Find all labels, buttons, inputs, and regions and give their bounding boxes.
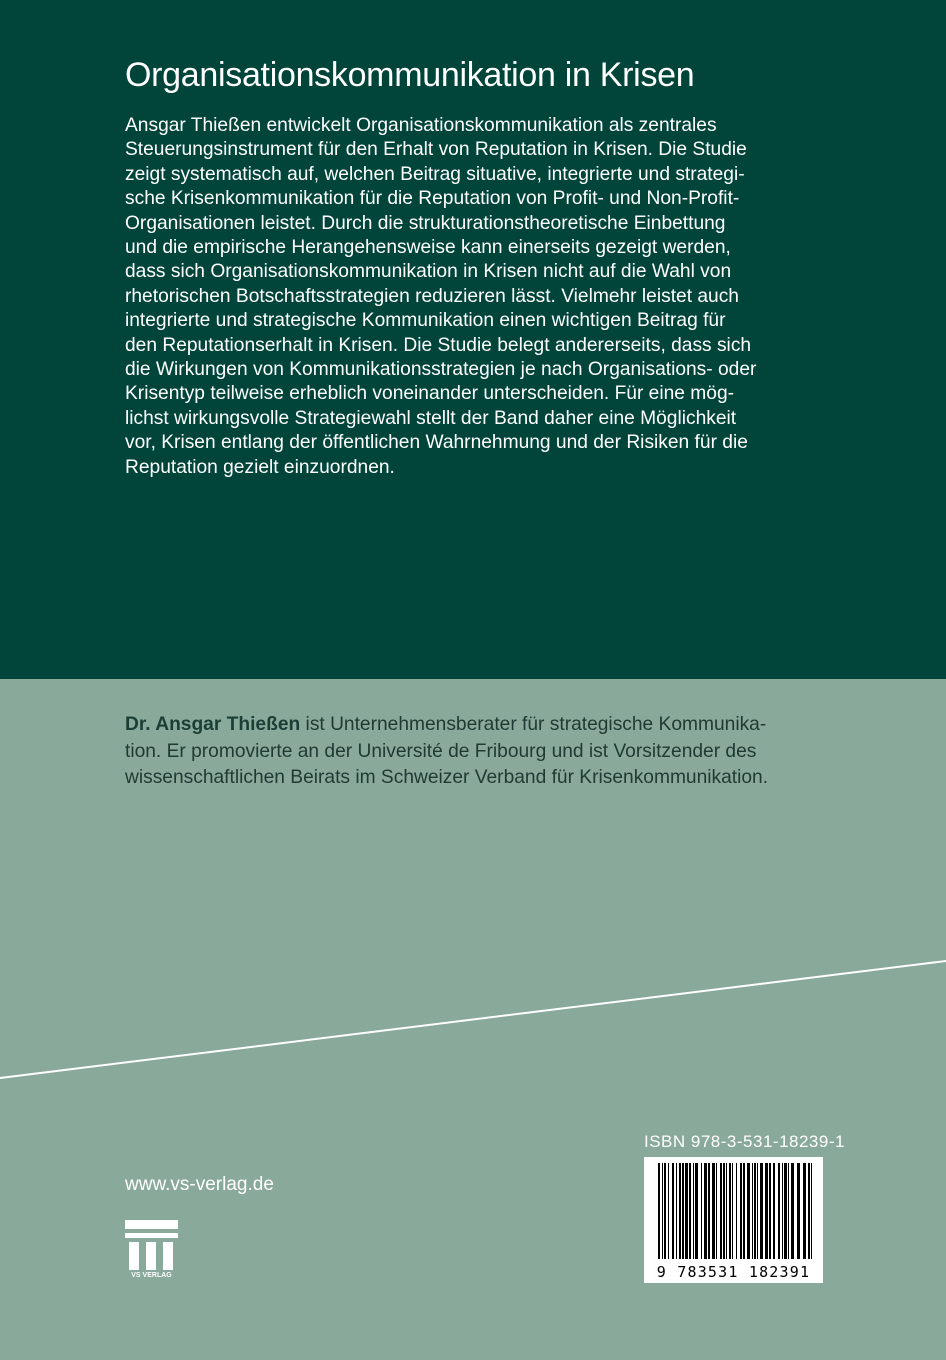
publisher-logo-text: VS VERLAG: [131, 1272, 172, 1279]
author-name: Dr. Ansgar Thießen: [125, 714, 301, 735]
top-panel: [0, 0, 946, 679]
book-title: Organisationskommunikation in Krisen: [125, 56, 695, 94]
author-bio-text: ist Unternehmensberater für strategische Kommunika- tion. Er promovierte an der Université de Fribourg und ist Vorsitzender des wissenschaftlichen Beirats im Schweizer Verband für Krisenkommunikation.: [125, 714, 769, 788]
publisher-url: www.vs-verlag.de: [125, 1174, 274, 1195]
isbn-text: ISBN 978-3-531-18239-1: [644, 1132, 845, 1151]
barcode-digits: 9 783531 182391: [656, 1263, 811, 1281]
barcode: [644, 1157, 823, 1283]
author-bio: [125, 712, 825, 792]
book-description: Ansgar Thießen entwickelt Organisationskommunikation als zentrales Steuerungsinstrument für den Erhalt von Reputation in Krisen. Die Studie zeigt systematisch auf, welchen Beitrag situative, integrierte und strategi- sche Krisenkommunikation für die Reputation von Profit- und Non-Profit- Organisationen leistet. Durch die strukturationstheoretische Einbettung und die empirische Herangehensweise kann einerseits gezeigt werden, dass sich Organisationskommunikation in Krisen nicht auf die Wahl von rhetorischen Botschaftsstrategien reduzieren lässt. Vielmehr leistet auch integrierte und strategische Kommunikation einen wichtigen Beitrag für den Reputationserhalt in Krisen. Die Studie belegt andererseits, dass sich die Wirkungen von Kommunikationsstrategien je nach Organisations- oder Krisentyp teilweise erheblich voneinander unterscheiden. Für eine mög- lichst wirkungsvolle Strategiewahl stellt der Band daher eine Möglichkeit vor, Krisen entlang der öffentlichen Wahrnehmung und der Risiken für die Reputation gezielt einzuordnen.: [125, 115, 757, 478]
